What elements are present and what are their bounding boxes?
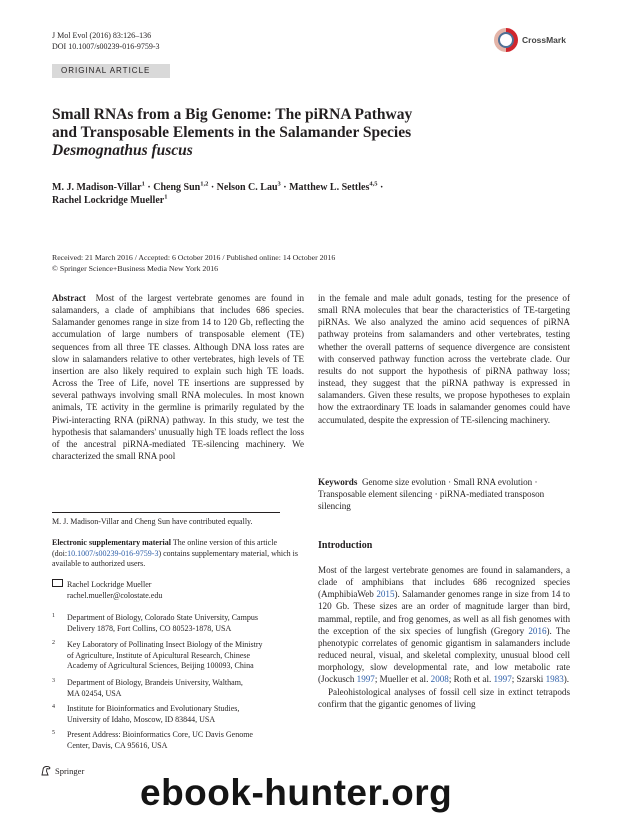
author-name[interactable]: Nelson C. Lau (216, 182, 278, 193)
esm-text-end: ) contains supplementary material, which is available to authorized users. (52, 548, 298, 568)
affiliation-3 (52, 678, 304, 699)
affiliation-number: 2 (52, 640, 55, 646)
corresponding-email[interactable]: rachel.mueller@colostate.edu (67, 590, 163, 600)
author-name[interactable]: Matthew L. Settles (289, 182, 370, 193)
journal-meta (52, 30, 160, 52)
introduction-body (318, 564, 570, 710)
publisher-name: Springer (55, 765, 85, 776)
esm-doi-link[interactable]: 10.1007/s00239-016-9759-3 (67, 548, 159, 558)
publication-dates (52, 253, 335, 274)
affiliation-2 (52, 640, 304, 672)
keywords (318, 476, 570, 512)
abstract-right-column: in the female and male adult gonads, testing for the presence of small RNA molecules that bear the characteristics of TE-targeting piRNAs. We also analyzed the amino acid sequences of piRNA pathway proteins from salamanders and other vertebrates, testing whether the overall patterns of sequence divergence are consistent with conserved pathway function across the vertebrate clade. Our results do not support the hypothesis of piRNA pathway loss; instead, they suggest that the piRNA pathway is expressed in salamanders. Given these results, we propose hypotheses to explain how the extraordinary TE loads in salamander genomes could have accumulated, despite the expression of TE-silencing machinery. (318, 293, 570, 425)
affiliation-line: of Agriculture, Institute of Apicultural Research, Chinese (67, 650, 251, 660)
doi[interactable]: DOI 10.1007/s00239-016-9759-3 (52, 42, 160, 51)
affiliation-number: 1 (52, 613, 55, 619)
author-affiliation-ref: 1,2 (200, 180, 209, 188)
affiliation-line: Center, Davis, CA 95616, USA (67, 740, 168, 750)
author-name[interactable]: M. J. Madison-Villar (52, 182, 142, 193)
publisher-logo (40, 765, 84, 776)
corresponding-author (52, 579, 162, 601)
affiliation-line: Department of Biology, Colorado State University, Campus (67, 613, 258, 622)
affiliation-line: Delivery 1878, Fort Collins, CO 80523-1878, USA (67, 623, 232, 633)
abstract-text-part-1: Most of the largest vertebrate genomes are found in salamanders, a clade of amphibians that includes 686 species. Salamander genomes range in size from 14 to 120 Gb, reflecting the accumulation of large numbers of transposable element (TE) sequences from all three TE classes. Although DNA loss rates are slow in salamanders relative to other vertebrates, high levels of TE insertion are also likely required to explain such high TE loads. Across the Tree of Life, novel TE insertions are suppressed by several pathways involving small RNA molecules. In most known animals, TE activity in the germline is primarily regulated by the Piwi-interacting RNA (piRNA) pathway. In this study, we test the hypothesis that salamanders' unusually high TE loads reflect the loss of the ancestral piRNA-mediated TE-silencing machinery. We characterized the small RNA pool (52, 293, 305, 462)
introduction-paragraph-2: Paleohistological analyses of fossil cell size in extinct tetrapods confirm that the gigantic genomes of living (318, 686, 570, 709)
citation-link[interactable]: 2016 (528, 625, 547, 636)
crossmark-label: CrossMark (522, 35, 566, 45)
citation-link[interactable]: 1997 (356, 674, 375, 685)
section-tag: ORIGINAL ARTICLE (52, 64, 170, 78)
citation-link[interactable]: 1997 (493, 674, 512, 685)
envelope-icon (52, 579, 63, 587)
journal-citation: J Mol Evol (2016) 83:126–136 (52, 31, 152, 40)
title-line-2: and Transposable Elements in the Salamander Species (52, 124, 412, 141)
author-affiliation-ref: 4,5 (369, 180, 378, 188)
author-name[interactable]: Cheng Sun (153, 182, 201, 193)
affiliation-line: Institute for Bioinformatics and Evolutionary Studies, (67, 704, 240, 713)
esm-text: The online version of this article (doi: (52, 538, 278, 558)
springer-horse-icon (40, 765, 52, 776)
copyright: © Springer Science+Business Media New York 2016 (52, 263, 219, 273)
affiliation-1 (52, 613, 304, 634)
title-line-3: Desmognathus fuscus (52, 142, 193, 159)
author-affiliation-ref: 1 (141, 180, 145, 188)
esm-label: Electronic supplementary material (52, 538, 171, 547)
affiliation-line: Department of Biology, Brandeis University, Waltham, (67, 678, 243, 687)
keywords-label: Keywords (318, 477, 358, 487)
abstract-label: Abstract (52, 293, 86, 303)
affiliation-line: University of Idaho, Moscow, ID 83844, USA (67, 714, 216, 724)
footnote-divider (52, 512, 280, 513)
title-line-1: Small RNAs from a Big Genome: The piRNA Pathway (52, 106, 413, 123)
affiliation-line: Key Laboratory of Pollinating Insect Biology of the Ministry (67, 640, 263, 649)
affiliation-line: Present Address: Bioinformatics Core, UC Davis Genome (67, 730, 253, 739)
author-affiliation-ref: 3 (277, 180, 281, 188)
citation-link[interactable]: 2015 (376, 589, 395, 600)
affiliation-line: MA 02454, USA (67, 688, 122, 698)
affiliation-number: 3 (52, 678, 55, 684)
supplementary-material-note (52, 538, 304, 570)
article-title (52, 106, 512, 160)
citation-link[interactable]: 1983 (545, 674, 564, 685)
abstract-left-column (52, 292, 304, 462)
author-affiliation-ref: 1 (164, 193, 168, 201)
author-name[interactable]: Rachel Lockridge Mueller (52, 195, 165, 206)
author-list: M. J. Madison-Villar$^1$ · Cheng Sun$^{1,2}$ · Nelson C. Lau$^3$ · Matthew L. Settles$^{4,5}$ · Rachel Lockridge Mueller$^1$ (52, 180, 384, 206)
crossmark-badge[interactable] (494, 26, 572, 54)
affiliation-number: 4 (52, 704, 55, 710)
crossmark-icon (494, 28, 518, 52)
citation-link[interactable]: 2008 (430, 674, 449, 685)
keywords-text: Genome size evolution · Small RNA evolution · Transposable element silencing · piRNA-mediated transposon silencing (318, 477, 545, 512)
watermark-text: ebook-hunter.org (140, 772, 453, 813)
equal-contribution-note: M. J. Madison-Villar and Cheng Sun have contributed equally. (52, 517, 253, 526)
affiliation-line: Academy of Agricultural Sciences, Beijing 100093, China (67, 661, 254, 670)
introduction-heading: Introduction (318, 540, 373, 551)
affiliation-number: 5 (52, 730, 55, 736)
introduction-paragraph-1: Most of the largest vertebrate genomes are found in salamanders, a clade of amphibians that includes 686 recognized species (AmphibiaWeb 2015). Salamander genomes range in size from 14 to 120 Gb. These sizes are an order of magnitude larger than bird, mammal, reptile, and frog genomes, as well as all fish genomes with the exception of the six species of lungfish (Gregory 2016). The phenotypic correlates of genomic gigantism in salamanders include reduced neural, visual, and skeletal complexity, unusual blood cell morphology, slow developmental rate, and low metabolic rate (Jockusch 1997; Mueller et al. 2008; Roth et al. 1997; Szarski 1983). (318, 565, 570, 685)
affiliation-4 (52, 704, 304, 725)
affiliation-5 (52, 730, 304, 751)
corresponding-name: Rachel Lockridge Mueller (67, 580, 152, 589)
history-dates: Received: 21 March 2016 / Accepted: 6 October 2016 / Published online: 14 October 2016 (52, 253, 336, 262)
